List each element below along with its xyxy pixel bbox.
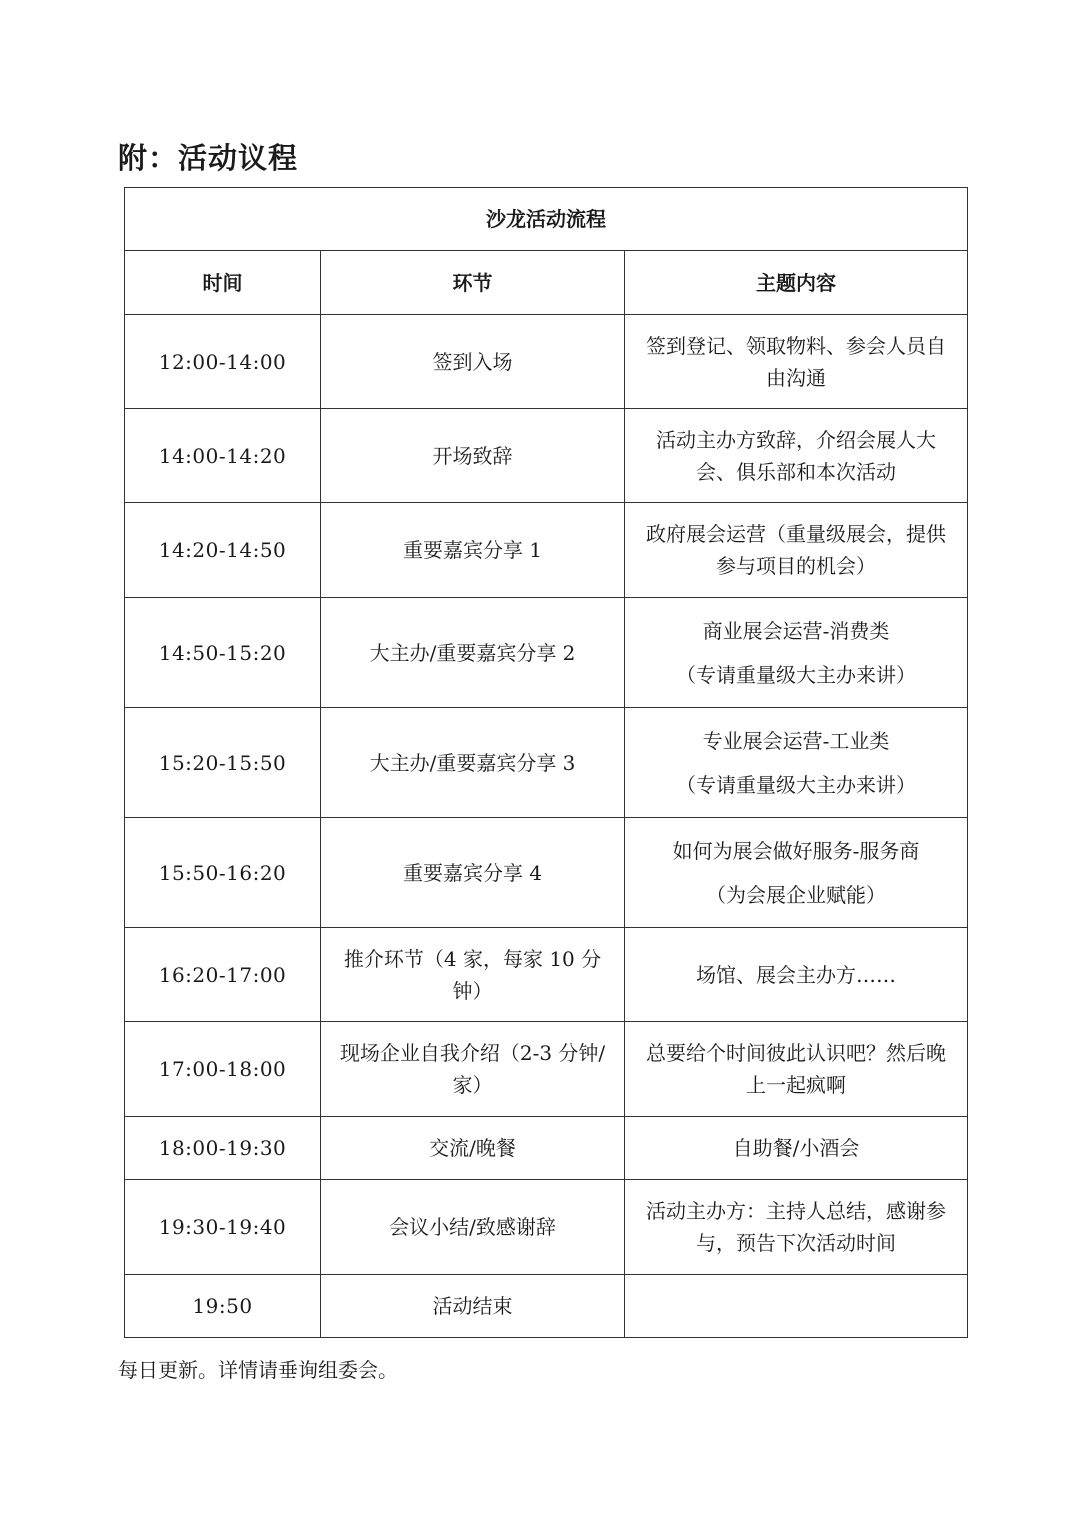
- row-content: 总要给个时间彼此认识吧？然后晚上一起疯啊: [625, 1022, 968, 1117]
- row-content: 签到登记、领取物料、参会人员自由沟通: [625, 315, 968, 409]
- row-segment: 大主办/重要嘉宾分享 3: [321, 708, 625, 818]
- row-content-main: 商业展会运营-消费类: [702, 618, 890, 643]
- table-row: [125, 503, 968, 598]
- row-segment: 推介环节（4 家，每家 10 分钟）: [321, 928, 625, 1022]
- row-content: 场馆、展会主办方……: [625, 928, 968, 1022]
- row-time: 19:30-19:40: [125, 1180, 321, 1275]
- row-time: 14:00-14:20: [125, 409, 321, 503]
- row-content: [625, 818, 968, 928]
- header-segment: 环节: [321, 251, 625, 315]
- row-time: 15:20-15:50: [125, 708, 321, 818]
- row-time: 15:50-16:20: [125, 818, 321, 928]
- row-content: [625, 708, 968, 818]
- row-content: 活动主办方：主持人总结，感谢参与，预告下次活动时间: [625, 1180, 968, 1275]
- row-segment: 开场致辞: [321, 409, 625, 503]
- table-row: [125, 1022, 968, 1117]
- row-content-main: 如何为展会做好服务-服务商: [672, 838, 920, 863]
- table-title-row: [125, 188, 968, 251]
- table-row: [125, 708, 968, 818]
- row-content-note: （专请重量级大主办来讲）: [676, 772, 917, 797]
- row-content: 政府展会运营（重量级展会，提供参与项目的机会）: [625, 503, 968, 598]
- row-content-main: 专业展会运营-工业类: [702, 728, 890, 753]
- row-content-note: （专请重量级大主办来讲）: [676, 662, 917, 687]
- table-title: 沙龙活动流程: [125, 188, 968, 251]
- row-time: 17:00-18:00: [125, 1022, 321, 1117]
- row-time: 14:20-14:50: [125, 503, 321, 598]
- table-header-row: [125, 251, 968, 315]
- table-row: [125, 315, 968, 409]
- row-time: 12:00-14:00: [125, 315, 321, 409]
- table-row: [125, 1117, 968, 1180]
- row-segment: 现场企业自我介绍（2-3 分钟/家）: [321, 1022, 625, 1117]
- table-row: [125, 818, 968, 928]
- header-time: 时间: [125, 251, 321, 315]
- page-heading: 附：活动议程: [118, 141, 299, 175]
- row-content: 自助餐/小酒会: [625, 1117, 968, 1180]
- table-row: [125, 928, 968, 1022]
- table-row: [125, 1180, 968, 1275]
- row-content: [625, 1275, 968, 1338]
- agenda-table: [124, 187, 968, 1338]
- footer-note: 每日更新。详情请垂询组委会。: [118, 1358, 398, 1382]
- row-time: 18:00-19:30: [125, 1117, 321, 1180]
- row-content-note: （为会展企业赋能）: [706, 882, 887, 907]
- row-segment: 重要嘉宾分享 1: [321, 503, 625, 598]
- table-row: [125, 598, 968, 708]
- row-time: 16:20-17:00: [125, 928, 321, 1022]
- row-segment: 活动结束: [321, 1275, 625, 1338]
- row-time: 14:50-15:20: [125, 598, 321, 708]
- row-segment: 大主办/重要嘉宾分享 2: [321, 598, 625, 708]
- row-content: 活动主办方致辞，介绍会展人大会、俱乐部和本次活动: [625, 409, 968, 503]
- row-segment: 签到入场: [321, 315, 625, 409]
- row-segment: 重要嘉宾分享 4: [321, 818, 625, 928]
- row-segment: 会议小结/致感谢辞: [321, 1180, 625, 1275]
- table-row: [125, 1275, 968, 1338]
- row-time: 19:50: [125, 1275, 321, 1338]
- table-row: [125, 409, 968, 503]
- row-content: [625, 598, 968, 708]
- header-content: 主题内容: [625, 251, 968, 315]
- row-segment: 交流/晚餐: [321, 1117, 625, 1180]
